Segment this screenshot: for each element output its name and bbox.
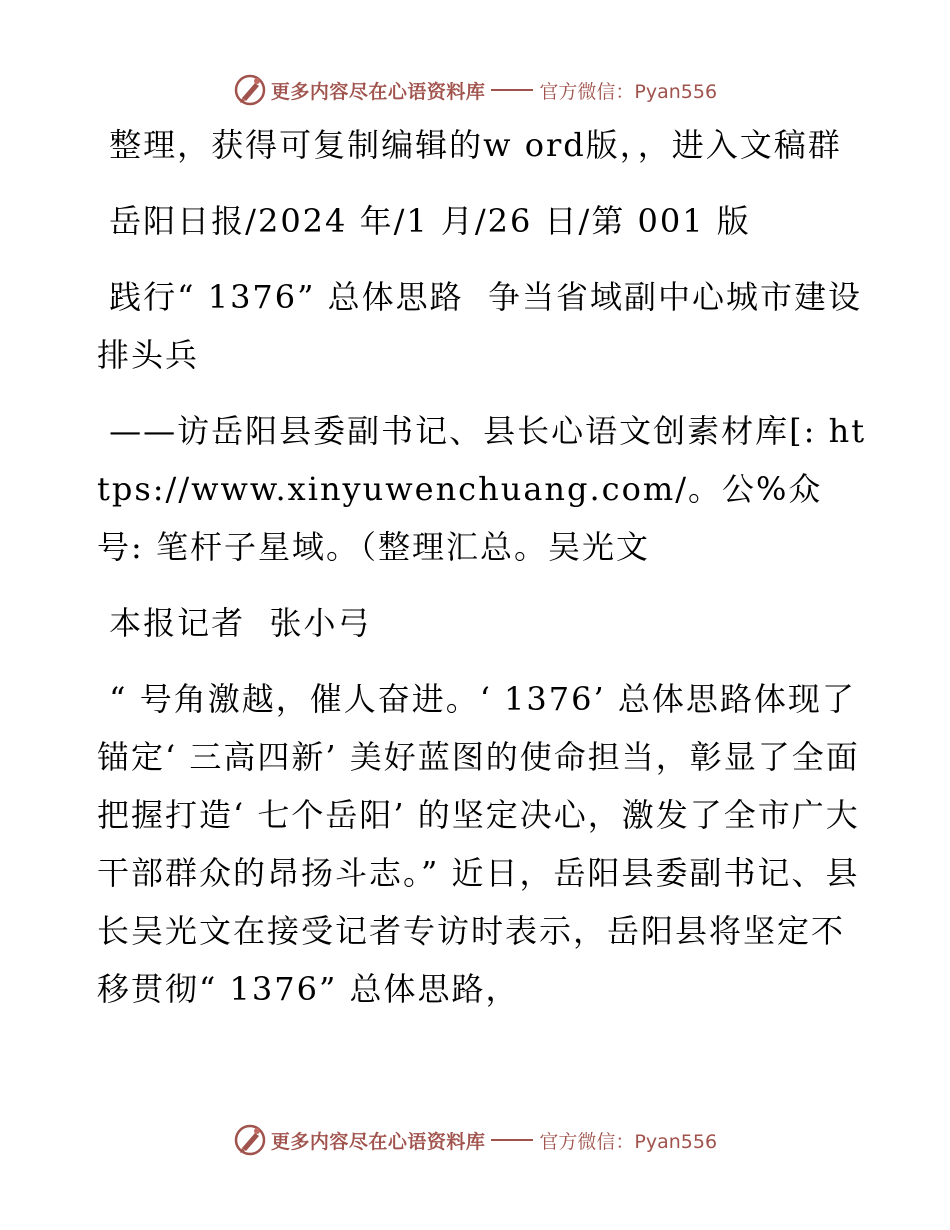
banner-divider [491, 89, 533, 91]
banner-divider [491, 1139, 533, 1141]
paragraph-intro: 整理，获得可复制编辑的w ord版，，进入文稿群 [97, 126, 842, 164]
banner-text: 更多内容尽在心语资料库 [270, 1130, 486, 1153]
banner-text: 更多内容尽在心语资料库 [270, 80, 486, 103]
article-title: 践行“ 1376” 总体思路 争当省域副中心城市建设排头兵 [97, 278, 863, 374]
paragraph-source: 岳阳日报/2024 年/1 月/26 日/第 001 版 [97, 202, 751, 240]
reporter-byline: 本报记者 张小弓 [97, 604, 372, 642]
article-subtitle: ——访岳阳县委副书记、县长心语文创素材库[: https://www.xinyuwenchuang.com/。公%众号: 笔杆子星域。（整理汇总。吴光文 [97, 412, 867, 566]
pen-logo-icon [233, 1123, 267, 1157]
wechat-label: 官方微信：Pyan556 [539, 80, 718, 103]
pen-logo-icon [233, 73, 267, 107]
document-body [97, 116, 867, 1036]
footer-banner [0, 1120, 950, 1160]
header-banner [0, 70, 950, 110]
wechat-label: 官方微信：Pyan556 [539, 1130, 718, 1153]
paragraph-body: “ 号角激越，催人奋进。‘ 1376’ 总体思路体现了锚定‘ 三高四新’ 美好蓝图的使命担当，彰显了全面把握打造‘ 七个岳阳’ 的坚定决心，激发了全市广大干部群众的昂扬斗志。” 近日，岳阳县委副书记、县长吴光文在接受记者专访时表示，岳阳县将坚定不移贯彻“ 1376” 总体思路， [97, 680, 860, 1008]
